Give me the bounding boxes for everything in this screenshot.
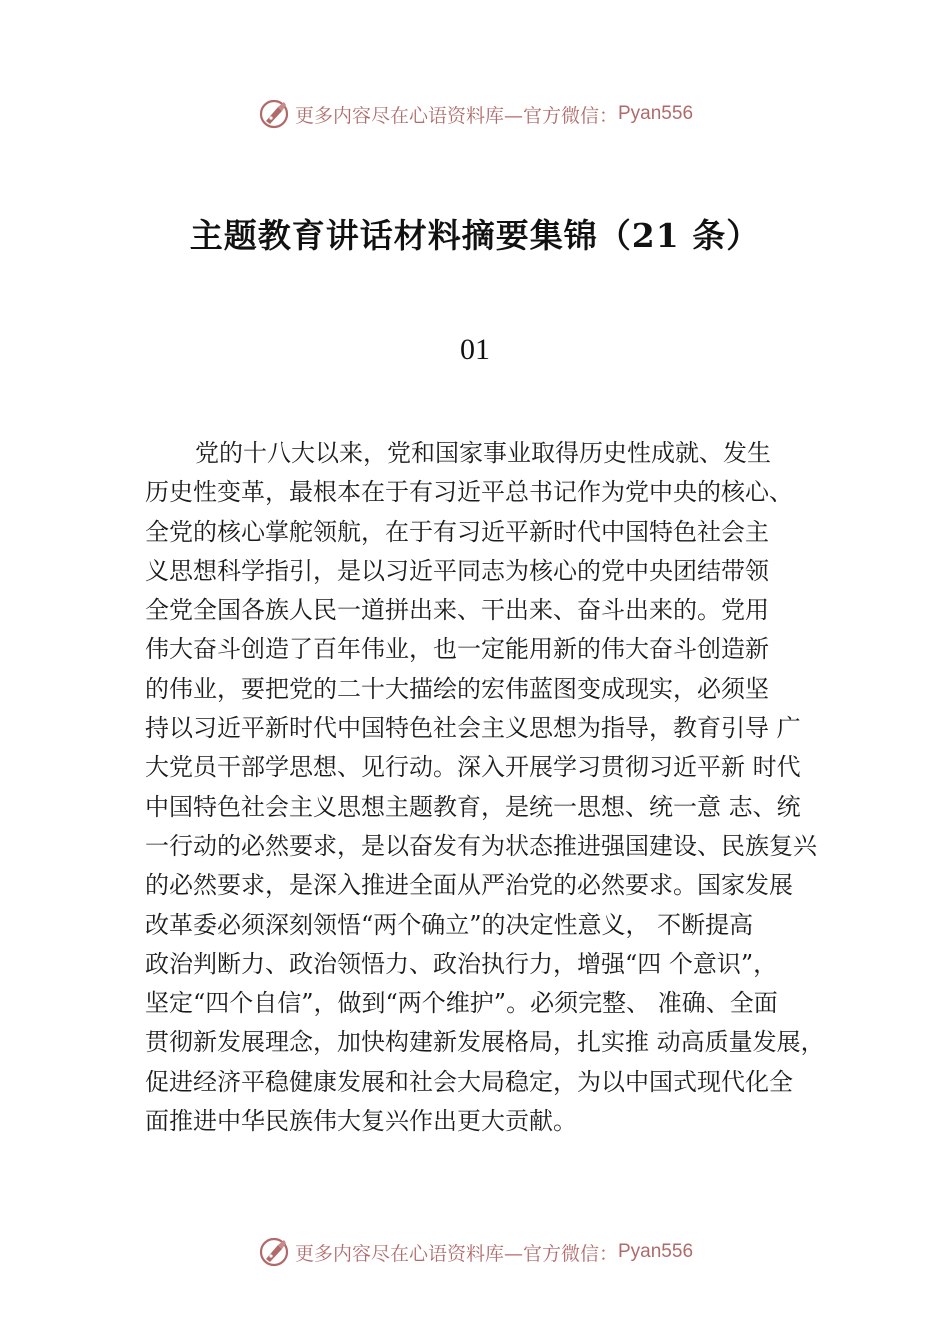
watermark-text: 更多内容尽在心语资料库—官方微信： [294, 104, 618, 127]
paragraph-line: 历史性变革，最根本在于有习近平总书记作为党中央的核心、 [145, 478, 793, 507]
paragraph-line: 一行动的必然要求，是以奋发有为状态推进强国建设、民族复兴 [145, 831, 817, 860]
paragraph-line: 大党员干部学思想、见行动。深入开展学习贯彻习近平新 时代 [145, 753, 801, 782]
footer-watermark-banner [0, 1232, 950, 1272]
paragraph-line: 贯彻新发展理念，加快构建新发展格局，扎实推 动高质量发展， [145, 1028, 825, 1057]
paragraph-line: 政治判断力、政治领悟力、政治执行力，增强“四 个意识”， [145, 949, 778, 978]
paragraph-line: 的必然要求，是深入推进全面从严治党的必然要求。国家发展 [145, 871, 793, 900]
paragraph-line: 全党的核心掌舵领航，在于有习近平新时代中国特色社会主 [145, 517, 769, 546]
watermark-text: 更多内容尽在心语资料库—官方微信： [294, 1242, 618, 1265]
header-watermark-banner [0, 94, 950, 134]
paragraph-line: 伟大奋斗创造了百年伟业，也一定能用新的伟大奋斗创造新 [145, 635, 769, 664]
pen-nib-logo-icon [257, 97, 291, 131]
paragraph-line: 的伟业，要把党的二十大描绘的宏伟蓝图变成现实，必须坚 [145, 674, 769, 703]
paragraph-line: 中国特色社会主义思想主题教育，是统一思想、统一意 志、统 [145, 792, 801, 821]
watermark-wechat-id: Pyan556 [618, 103, 694, 124]
paragraph-line: 持以习近平新时代中国特色社会主义思想为指导，教育引导 广 [145, 714, 801, 743]
paragraph-line: 改革委必须深刻领悟“两个确立”的决定性意义， 不断提高 [145, 910, 754, 939]
document-title: 主题教育讲话材料摘要集锦（21 条） [189, 216, 761, 255]
paragraph-line: 面推进中华民族伟大复兴作出更大贡献。 [145, 1107, 577, 1136]
body-paragraph [145, 434, 845, 1141]
watermark-wechat-id: Pyan556 [618, 1241, 694, 1262]
paragraph-line: 坚定“四个自信”，做到“两个维护”。必须完整、 准确、全面 [145, 989, 778, 1018]
paragraph-line: 党的十八大以来，党和国家事业取得历史性成就、发生 [195, 439, 771, 467]
section-number: 01 [460, 333, 490, 366]
pen-nib-logo-icon [257, 1235, 291, 1269]
paragraph-line: 义思想科学指引，是以习近平同志为核心的党中央团结带领 [145, 556, 769, 585]
paragraph-line: 全党全国各族人民一道拼出来、干出来、奋斗出来的。党用 [145, 596, 769, 625]
paragraph-line: 促进经济平稳健康发展和社会大局稳定，为以中国式现代化全 [145, 1067, 793, 1096]
